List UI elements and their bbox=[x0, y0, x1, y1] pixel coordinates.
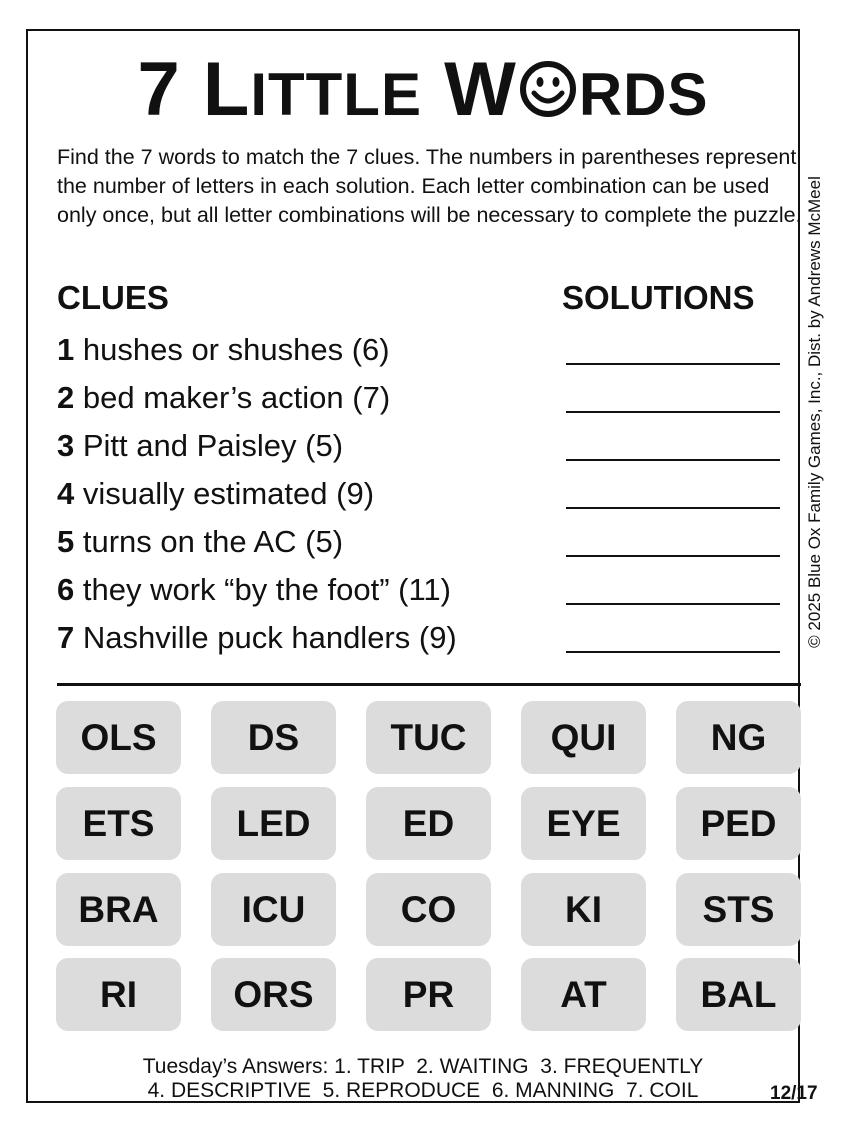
letter-tile[interactable]: KI bbox=[521, 873, 646, 946]
solutions-header: SOLUTIONS bbox=[562, 279, 755, 316]
clue-5 bbox=[57, 524, 343, 560]
clue-text: hushes or shushes (6) bbox=[74, 332, 390, 367]
letter-tile[interactable]: EYE bbox=[521, 787, 646, 860]
clue-6 bbox=[57, 572, 451, 608]
letter-tile[interactable]: AT bbox=[521, 958, 646, 1031]
letter-tile[interactable]: ICU bbox=[211, 873, 336, 946]
clue-text: visually estimated (9) bbox=[74, 476, 375, 511]
letter-tile[interactable]: ORS bbox=[211, 958, 336, 1031]
letter-tile[interactable]: ED bbox=[366, 787, 491, 860]
clue-text: Pitt and Paisley (5) bbox=[74, 428, 344, 463]
title-ittle: ITTLE bbox=[250, 61, 422, 128]
title-seven: 7 bbox=[137, 47, 181, 132]
clue-text: they work “by the foot” (11) bbox=[74, 572, 451, 607]
clue-1 bbox=[57, 332, 390, 368]
clue-number: 3 bbox=[57, 428, 75, 463]
title-l: L bbox=[202, 47, 251, 132]
clue-text: turns on the AC (5) bbox=[74, 524, 344, 559]
instructions-text: Find the 7 words to match the 7 clues. The numbers in parentheses represent the number of letters in each solution. Each letter combination can be used only once, but all letter combinations will be necessary to complete the puzzle. bbox=[57, 145, 802, 227]
previous-answers-line-2: 4. DESCRIPTIVE 5. REPRODUCE 6. MANNING 7. COIL bbox=[147, 1079, 699, 1102]
clues-header: CLUES bbox=[57, 279, 169, 316]
letter-tile[interactable]: NG bbox=[676, 701, 801, 774]
letter-tile[interactable]: ETS bbox=[56, 787, 181, 860]
clue-2 bbox=[57, 380, 390, 416]
clue-text: bed maker’s action (7) bbox=[74, 380, 391, 415]
letter-tile[interactable]: RI bbox=[56, 958, 181, 1031]
puzzle-title bbox=[0, 47, 846, 135]
puzzle-date: 12/17 bbox=[770, 1083, 818, 1104]
clue-number: 6 bbox=[57, 572, 75, 607]
letter-tile[interactable]: PR bbox=[366, 958, 491, 1031]
smiley-face-icon bbox=[518, 59, 578, 119]
solution-blank-2[interactable] bbox=[566, 411, 780, 413]
letter-tile[interactable]: TUC bbox=[366, 701, 491, 774]
letter-tile[interactable]: DS bbox=[211, 701, 336, 774]
solution-blank-3[interactable] bbox=[566, 459, 780, 461]
solution-blank-7[interactable] bbox=[566, 651, 780, 653]
clue-number: 4 bbox=[57, 476, 75, 511]
clue-7 bbox=[57, 620, 457, 656]
letter-tile[interactable]: QUI bbox=[521, 701, 646, 774]
clue-number: 1 bbox=[57, 332, 75, 367]
solution-blank-4[interactable] bbox=[566, 507, 780, 509]
previous-answers-line-1: Tuesday’s Answers: 1. TRIP 2. WAITING 3. FREQUENTLY bbox=[142, 1055, 704, 1078]
letter-tile[interactable]: STS bbox=[676, 873, 801, 946]
solution-blank-1[interactable] bbox=[566, 363, 780, 365]
solution-blank-6[interactable] bbox=[566, 603, 780, 605]
solution-blank-5[interactable] bbox=[566, 555, 780, 557]
letter-tile[interactable]: PED bbox=[676, 787, 801, 860]
letter-tile[interactable]: CO bbox=[366, 873, 491, 946]
clue-number: 7 bbox=[57, 620, 75, 655]
divider-line bbox=[57, 683, 801, 686]
clue-text: Nashville puck handlers (9) bbox=[74, 620, 457, 655]
clue-number: 2 bbox=[57, 380, 75, 415]
letter-tile[interactable]: BRA bbox=[56, 873, 181, 946]
title-rds: RDS bbox=[578, 61, 709, 128]
letter-tile[interactable]: OLS bbox=[56, 701, 181, 774]
title-w: W bbox=[444, 47, 517, 132]
clue-3 bbox=[57, 428, 343, 464]
clue-number: 5 bbox=[57, 524, 75, 559]
letter-tile[interactable]: LED bbox=[211, 787, 336, 860]
letter-tile[interactable]: BAL bbox=[676, 958, 801, 1031]
copyright-notice: © 2025 Blue Ox Family Games, Inc., Dist. by Andrews McMeel bbox=[805, 176, 824, 648]
clue-4 bbox=[57, 476, 374, 512]
